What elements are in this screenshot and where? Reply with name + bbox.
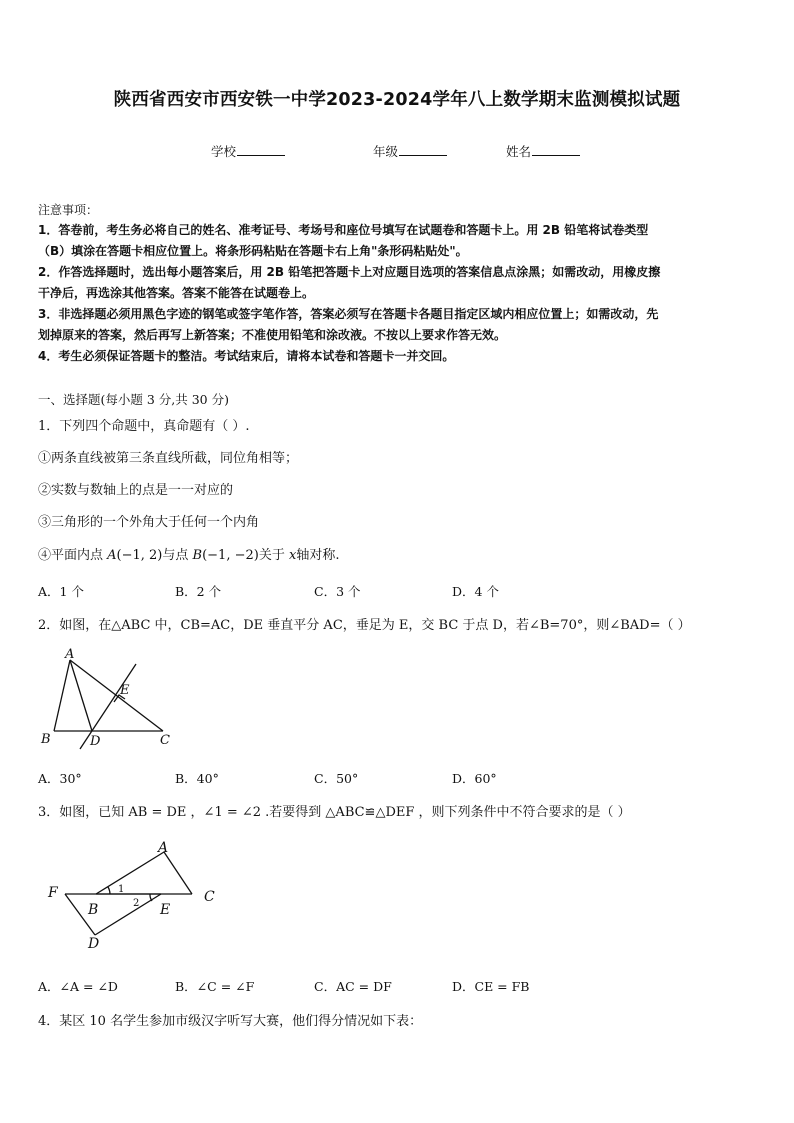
q3-side-ab [96, 852, 164, 894]
q4-stem: 4．某区 10 名学生参加市级汉字听写大赛，他们得分情况如下表： [38, 1014, 423, 1029]
q3-label-f: F [48, 885, 58, 901]
q1-item-2: ②实数与数轴上的点是一一对应的 [38, 483, 234, 498]
notice-line: 3．非选择题必须用黑色字迹的钢笔或签字笔作答，答案必须写在答题卡各题目指定区域内相应位置上；如需改动，先 [38, 307, 659, 321]
point-a: A [107, 548, 117, 563]
coord-a: (−1, 2) [116, 548, 163, 563]
notice-line: 1．答卷前，考生务必将自己的姓名、准考证号、考场号和座位号填写在试题卷和答题卡上。用 2B 铅笔将试卷类型 [38, 223, 649, 237]
section-heading: 一、选择题(每小题 3 分,共 30 分) [38, 392, 229, 407]
q2-option-b: B．40° [175, 771, 219, 786]
grade-blank [399, 143, 447, 156]
q2-side-ac [70, 660, 163, 731]
q3-stem: 3．如图，已知 AB = DE ，∠1 = ∠2 .若要得到 △ABC≌△DEF ，则下列条件中不符合要求的是（ ） [38, 805, 631, 820]
notice-list [38, 220, 660, 367]
notice-line: 4．考生必须保证答题卡的整洁。考试结束后，请将本试卷和答题卡一并交回。 [38, 349, 455, 363]
q2-label-e: E [120, 683, 130, 698]
q3-option-a: A．∠A = ∠D [38, 979, 118, 994]
axis-name: x [288, 548, 297, 563]
point-b: B [192, 548, 203, 563]
notice-line: 划掉原来的答案，然后再写上新答案；不准使用铅笔和涂改液。不按以上要求作答无效。 [38, 328, 507, 342]
q1-item-4: ④平面内点 A(−1, 2)与点 B(−1, −2)关于 x轴对称. [38, 548, 340, 563]
notice-line: 干净后，再选涂其他答案。答案不能答在试题卷上。 [38, 286, 315, 300]
q2-label-b: B [41, 732, 51, 747]
q3-angle-2-label: 2 [133, 898, 140, 909]
notice-heading: 注意事项： [38, 203, 99, 217]
q1-item-3: ③三角形的一个外角大于任何一个内角 [38, 515, 260, 530]
q3-label-d: D [88, 936, 100, 952]
grade-field [373, 142, 447, 160]
coord-b: (−1, −2) [202, 548, 259, 563]
q1-stem: 1．下列四个命题中，真命题有（ ）. [38, 419, 250, 434]
q2-option-c: C．50° [314, 771, 359, 786]
q2-stem: 2．如图，在△ABC 中，CB=AC，DE 垂直平分 AC，垂足为 E，交 BC 于点 D，若∠B=70°，则∠BAD=（ ） [38, 618, 691, 633]
q3-triangles-figure [40, 835, 230, 955]
q3-label-b: B [88, 902, 99, 918]
q2-label-a: A [65, 647, 75, 662]
name-label: 姓名 [506, 144, 532, 159]
q3-option-c: C．AC = DF [314, 979, 392, 994]
q3-angle-1-label: 1 [118, 884, 125, 895]
page-title: 陕西省西安市西安铁一中学2023-2024学年八上数学期末监测模拟试题 [113, 90, 681, 110]
q2-option-a: A．30° [38, 771, 82, 786]
q3-option-b: B．∠C = ∠F [175, 979, 255, 994]
notice-line: （B）填涂在答题卡相应位置上。将条形码粘贴在答题卡右上角"条形码粘贴处"。 [38, 244, 468, 258]
q3-side-ac [164, 852, 192, 894]
q2-segment-ad [70, 660, 92, 731]
notice-line: 2．作答选择题时，选出每小题答案后，用 2B 铅笔把答题卡上对应题目选项的答案信息点涂黑；如需改动，用橡皮擦 [38, 265, 661, 279]
q3-label-e: E [160, 902, 171, 918]
school-blank [237, 143, 285, 156]
grade-label: 年级 [373, 144, 399, 159]
school-label: 学校 [211, 144, 237, 159]
q1-item-1: ①两条直线被第三条直线所截，同位角相等； [38, 451, 299, 466]
q3-label-a: A [158, 840, 169, 856]
q2-option-d: D．60° [452, 771, 497, 786]
q3-option-d: D．CE = FB [452, 979, 530, 994]
q1-option-a: A．1 个 [38, 584, 84, 599]
q2-label-d: D [90, 734, 101, 749]
q1-option-d: D．4 个 [452, 584, 499, 599]
q2-triangle-figure [30, 642, 190, 757]
name-blank [532, 143, 580, 156]
q2-label-c: C [160, 733, 170, 748]
name-field [506, 142, 580, 160]
q1-option-b: B．2 个 [175, 584, 222, 599]
q1-option-c: C．3 个 [314, 584, 361, 599]
q2-side-ab [54, 660, 70, 731]
school-field [211, 142, 285, 160]
q3-label-c: C [204, 889, 215, 905]
q2-perpendicular-bisector [80, 664, 136, 749]
q3-angle-1-mark [108, 887, 110, 894]
